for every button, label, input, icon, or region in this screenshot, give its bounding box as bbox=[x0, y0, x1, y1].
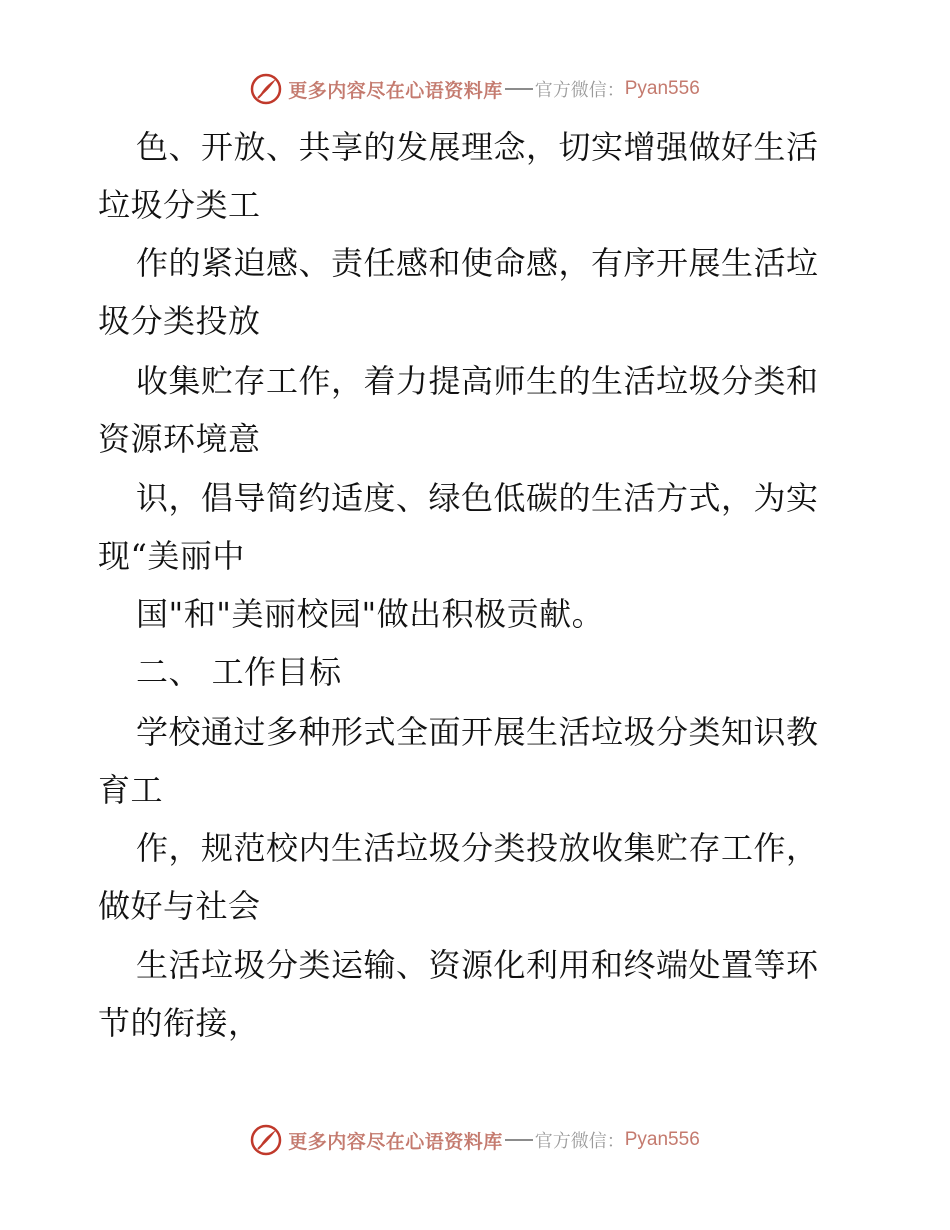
watermark-wechat-label: 官方微信： bbox=[534, 1131, 625, 1152]
text-line: 收集贮存工作，着力提高师生的生活垃圾分类和 bbox=[136, 362, 819, 400]
text-line: 色、开放、共享的发展理念，切实增强做好生活 bbox=[136, 128, 819, 166]
footer-watermark bbox=[0, 1122, 950, 1158]
quill-logo-icon bbox=[250, 73, 282, 105]
text-line: 节的衔接， bbox=[98, 1004, 261, 1042]
quill-logo-icon bbox=[250, 1124, 282, 1156]
text-line: 作，规范校内生活垃圾分类投放收集贮存工作， bbox=[136, 829, 819, 867]
watermark-wechat-id: Pyan556 bbox=[624, 78, 700, 99]
header-watermark bbox=[0, 71, 950, 107]
watermark-wechat-id: Pyan556 bbox=[624, 1129, 700, 1150]
text-line: 作的紧迫感、责任感和使命感，有序开展生活垃 bbox=[136, 244, 819, 282]
text-line: 识，倡导简约适度、绿色低碳的生活方式，为实 bbox=[136, 479, 819, 517]
text-line: 做好与社会 bbox=[98, 887, 261, 925]
text-line: 学校通过多种形式全面开展生活垃圾分类知识教 bbox=[136, 713, 819, 751]
text-line: 垃圾分类工 bbox=[98, 186, 261, 224]
text-line: 资源环境意 bbox=[98, 420, 261, 458]
watermark-wechat-label: 官方微信： bbox=[534, 80, 625, 101]
text-line: 育工 bbox=[98, 771, 164, 809]
text-line: 现“美丽中 bbox=[98, 537, 245, 575]
watermark-text: 更多内容尽在心语资料库 bbox=[288, 79, 503, 102]
text-line: 国"和"美丽校园"做出积极贡献。 bbox=[136, 595, 605, 633]
watermark-dash bbox=[505, 88, 533, 90]
text-line: 圾分类投放 bbox=[98, 302, 261, 340]
watermark-dash bbox=[505, 1139, 533, 1141]
section-heading: 二、 工作目标 bbox=[136, 653, 342, 691]
watermark-text: 更多内容尽在心语资料库 bbox=[288, 1130, 503, 1153]
text-line: 生活垃圾分类运输、资源化利用和终端处置等环 bbox=[136, 946, 819, 984]
